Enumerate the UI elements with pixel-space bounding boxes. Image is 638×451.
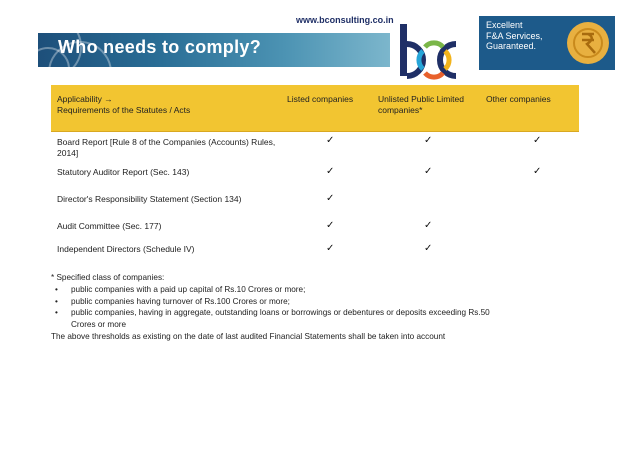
- footnote-bullet-text: public companies with a paid up capital of Rs.10 Crores or more;: [71, 284, 306, 294]
- header-applicability: [57, 94, 190, 116]
- check-icon: ✓: [424, 243, 433, 254]
- footnote-intro: * Specified class of companies:: [51, 273, 165, 282]
- check-icon: ✓: [326, 243, 335, 254]
- header-requirements-line: Requirements of the Statutes / Acts: [57, 105, 191, 115]
- table-row: [51, 192, 579, 216]
- bullet-icon: •: [55, 284, 58, 294]
- bullet-icon: •: [55, 308, 58, 318]
- row-label: Director's Responsibility Statement (Section 134): [57, 194, 242, 204]
- bullet-icon: •: [55, 296, 58, 306]
- page-title: Who needs to comply?: [58, 37, 262, 57]
- header-listed: Listed companies: [287, 94, 354, 104]
- website-label: www.bconsulting.co.in: [296, 15, 394, 25]
- table-header-row: [51, 85, 579, 132]
- check-icon: ✓: [533, 135, 542, 146]
- check-icon: ✓: [533, 166, 542, 177]
- footnote-thresholds: The above thresholds as existing on the date of last audited Financial Statements shall be taken into account: [51, 331, 446, 341]
- check-icon: ✓: [326, 193, 335, 204]
- check-icon: ✓: [424, 135, 433, 146]
- table-row: [51, 133, 579, 163]
- check-icon: ✓: [424, 220, 433, 231]
- tagline-badge: [479, 16, 615, 70]
- badge-text: [486, 20, 543, 52]
- badge-line: Excellent: [486, 20, 523, 30]
- header-unlisted: Unlisted Public Limited companies*: [378, 94, 464, 115]
- slide-header: [0, 0, 638, 86]
- table-row: [51, 219, 579, 243]
- row-label: Board Report [Rule 8 of the Companies (Accounts) Rules, 2014]: [57, 137, 276, 158]
- header-applicability-line: Applicability →: [57, 94, 113, 104]
- seal-icon: [567, 22, 609, 64]
- row-label: Statutory Auditor Report (Sec. 143): [57, 167, 190, 177]
- footnote-bullet-text: public companies having turnover of Rs.100 Crores or more;: [71, 296, 290, 306]
- footnote-bullet: [51, 284, 591, 296]
- bc-logo-icon: [398, 22, 468, 84]
- footnote-bullet-continuation: [51, 319, 591, 331]
- footnote-bullet-text: Crores or more: [71, 320, 127, 330]
- check-icon: ✓: [326, 135, 335, 146]
- footnote-bullet: [51, 296, 591, 308]
- footnotes: [51, 272, 591, 343]
- table-row: [51, 165, 579, 189]
- footnote-bullet-text: public companies, having in aggregate, outstanding loans or borrowings or debentures or deposits exceeding Rs.50: [71, 308, 490, 318]
- badge-line: Guaranteed.: [486, 41, 537, 51]
- badge-line: F&A Services,: [486, 30, 543, 41]
- check-icon: ✓: [326, 166, 335, 177]
- header-other: Other companies: [486, 94, 551, 104]
- row-label: Independent Directors (Schedule IV): [57, 244, 195, 254]
- table-row: [51, 242, 579, 266]
- footnote-bullet: [51, 307, 591, 319]
- check-icon: ✓: [326, 220, 335, 231]
- check-icon: ✓: [424, 166, 433, 177]
- row-label: Audit Committee (Sec. 177): [57, 221, 162, 231]
